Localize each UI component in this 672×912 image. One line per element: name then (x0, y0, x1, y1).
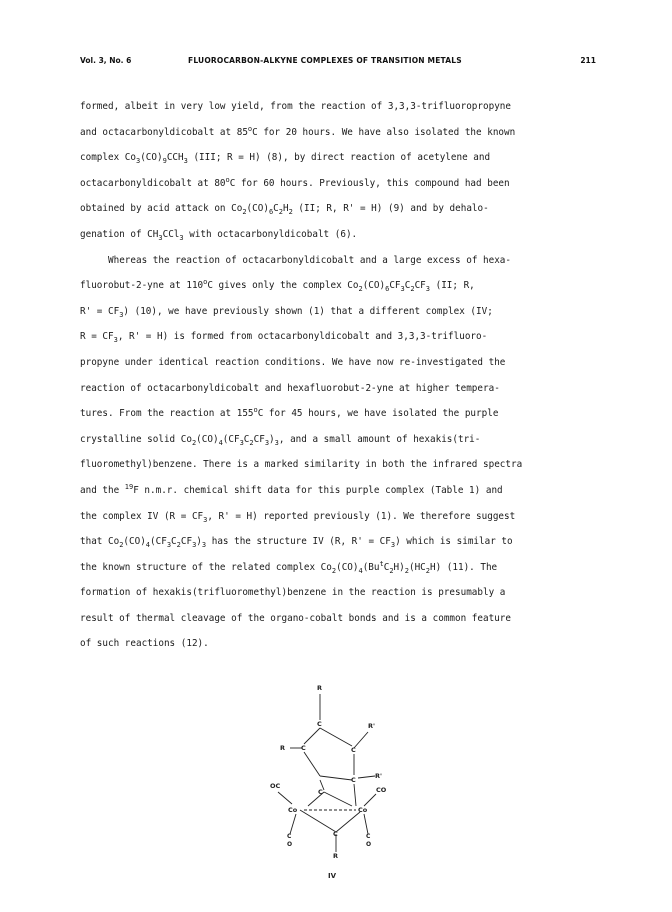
text-line: of such reactions (12). (80, 638, 209, 650)
running-title: FLUOROCARBON-ALKYNE COMPLEXES OF TRANSITION METALS (188, 56, 462, 65)
text-line: fluoromethyl)benzene. There is a marked similarity in both the infrared spectra (80, 459, 523, 471)
label-r-left: R (280, 744, 286, 752)
label-c: C (366, 833, 371, 840)
text-line: fluorobut-2-yne at 110$^o$C gives only the complex $Co_2(CO)_6CF_3C_2CF_3$ (II; R, (80, 278, 475, 294)
label-r-bottom: R (333, 852, 339, 860)
text-line: and octacarbonyldicobalt at 85$^o$C for 20 hours. We have also isolated the known (80, 124, 516, 138)
text-line: formation of hexakis(trifluoromethyl)benzene in the reaction is presumably a (80, 587, 506, 599)
label-r-prime-mid: R' (375, 772, 382, 780)
text-line: genation of $CH_3CCl_3$ with octacarbonyldicobalt (6). (80, 228, 358, 242)
text-line: propyne under identical reaction conditions. We have now re-investigated the (80, 356, 506, 368)
body-text (80, 100, 600, 663)
text-line: $R = CF_3$, R' = H) is formed from octacarbonyldicobalt and 3,3,3-trifluoro- (80, 331, 488, 345)
text-line: octacarbonyldicobalt at 80$^o$C for 60 hours. Previously, this compound had been (80, 175, 510, 189)
text-line: tures. From the reaction at 155$^o$C for 45 hours, we have isolated the purple (80, 406, 499, 420)
label-c: C (333, 830, 338, 838)
label-co: CO (376, 786, 387, 794)
label-c: C (301, 744, 306, 752)
text-line: reaction of octacarbonyldicobalt and hexafluorobut-2-yne at higher tempera- (80, 382, 500, 394)
text-line: that $Co_2(CO)_4(CF_3C_2CF_3)_3$ has the structure IV (R, $R' = CF_3$) which is similar to (80, 536, 513, 550)
text-line: $R' = CF_3$) (10), we have previously shown (1) that a different complex (IV; (80, 305, 493, 319)
label-oc: OC (270, 782, 281, 790)
text-line: crystalline solid $Co_2(CO)_4(CF_3C_2CF_3)_3$, and a small amount of hexakis(tri- (80, 433, 481, 447)
text-line: formed, albeit in very low yield, from the reaction of 3,3,3-trifluoropropyne (80, 101, 511, 112)
page-number: 211 (580, 56, 596, 65)
label-c: C (317, 720, 322, 728)
text-line: complex $Co_3(CO)_9CCH_3$ (III; R = H) (8), by direct reaction of acetylene and (80, 152, 491, 166)
figure-caption: IV (328, 872, 337, 880)
running-header (80, 56, 596, 70)
label-co-atom-right: Co (358, 806, 368, 814)
label-c: C (318, 788, 323, 796)
journal-volume: Vol. 3, No. 6 (80, 56, 132, 65)
label-r-top: R (317, 684, 323, 692)
structure-iv-figure (240, 680, 420, 880)
label-r-prime-top: R' (368, 722, 375, 730)
label-o: O (287, 841, 293, 848)
text-line: the complex IV ($R = CF_3$, R' = H) reported previously (1). We therefore suggest (80, 510, 516, 524)
label-co-atom-left: Co (288, 806, 298, 814)
label-c: C (351, 746, 356, 754)
label-c: C (351, 776, 356, 784)
text-line: the known structure of the related complex $Co_2(CO)_4(Bu^tC_2H)_2(HC_2H)$ (11). The (80, 559, 498, 575)
label-c: C (287, 833, 292, 840)
text-line: obtained by acid attack on $Co_2(CO)_6C_2H_2$ (II; R, R' = H) (9) and by dehalo- (80, 203, 489, 217)
structure-diagram (240, 680, 420, 880)
text-line: result of thermal cleavage of the organo-cobalt bonds and is a common feature (80, 612, 511, 624)
text-line: Whereas the reaction of octacarbonyldicobalt and a large excess of hexa- (108, 254, 511, 266)
label-o: O (366, 841, 372, 848)
text-line: and the $^{19}$F n.m.r. chemical shift data for this purple complex (Table 1) and (80, 482, 503, 496)
